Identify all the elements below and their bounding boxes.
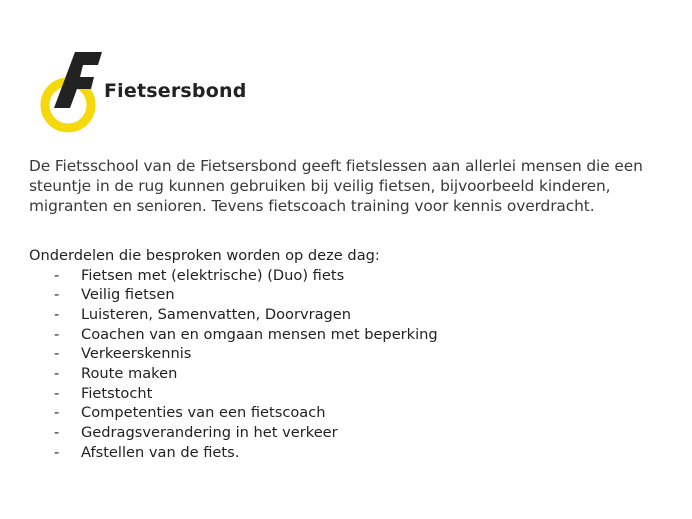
- list-bullet: -: [54, 443, 60, 461]
- list-item-text: Fietstocht: [81, 384, 153, 402]
- intro-paragraph: [29, 156, 684, 216]
- logo-wordmark: Fietsersbond: [104, 80, 247, 102]
- list-item: [29, 285, 438, 305]
- list-bullet: -: [54, 424, 60, 442]
- list-item-text: Competenties van een fietscoach: [81, 404, 326, 422]
- list-bullet: -: [54, 325, 60, 343]
- intro-line: migranten en senioren. Tevens fietscoach training voor kennis overdracht.: [29, 197, 595, 215]
- list-item-text: Veilig fietsen: [81, 286, 175, 304]
- list-item-text: Gedragsverandering in het verkeer: [81, 424, 338, 442]
- list-item: [29, 364, 438, 384]
- list-item-text: Route maken: [81, 365, 178, 383]
- parts-heading: Onderdelen die besproken worden op deze dag:: [29, 247, 380, 264]
- fietsersbond-logo: [40, 48, 250, 136]
- list-bullet: -: [54, 305, 60, 323]
- list-item-text: Fietsen met (elektrische) (Duo) fiets: [81, 266, 345, 284]
- list-bullet: -: [54, 365, 60, 383]
- list-item-text: Coachen van en omgaan mensen met beperking: [81, 325, 438, 343]
- list-bullet: -: [54, 266, 60, 284]
- list-item: [29, 403, 438, 423]
- list-item: [29, 325, 438, 345]
- list-item: [29, 305, 438, 325]
- list-bullet: -: [54, 404, 60, 422]
- list-item-text: Verkeerskennis: [81, 345, 192, 363]
- list-bullet: -: [54, 384, 60, 402]
- list-item: [29, 443, 438, 463]
- list-item-text: Afstellen van de fiets.: [81, 443, 240, 461]
- list-bullet: -: [54, 286, 60, 304]
- list-item: [29, 384, 438, 404]
- list-bullet: -: [54, 345, 60, 363]
- list-item-text: Luisteren, Samenvatten, Doorvragen: [81, 305, 352, 323]
- parts-list: [29, 266, 438, 463]
- list-item: [29, 266, 438, 286]
- list-item: [29, 423, 438, 443]
- intro-line: De Fietsschool van de Fietsersbond geeft fietslessen aan allerlei mensen die een: [29, 157, 643, 175]
- intro-line: steuntje in de rug kunnen gebruiken bij veilig fietsen, bijvoorbeeld kinderen,: [29, 177, 611, 195]
- list-item: [29, 344, 438, 364]
